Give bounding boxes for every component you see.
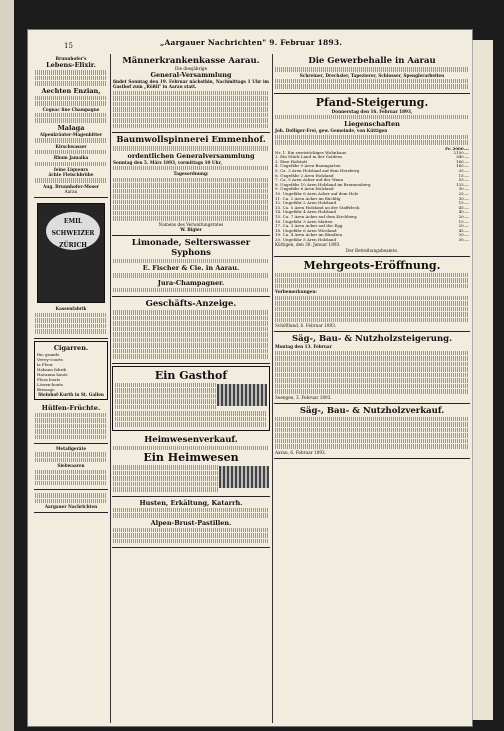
ad-pfand-date: Donnerstag den 16. Februar 1893, [331, 108, 413, 114]
ad-geschaeftsanzeige [112, 297, 270, 364]
pfand-item-value: 45.— [458, 204, 469, 210]
pfand-item-value: 40.— [458, 209, 469, 215]
pfand-item-label: 14. Ungefähr 4 Aren Holzland [275, 209, 337, 215]
ad-emmenhof-sign: Namens des Verwaltungsrates [158, 221, 224, 227]
ad-kasse-date: findet Sonntag den 19. Februar nächsthin, Nachmittags 1 Uhr im Gasthof zum „Rößli" in Aarau statt. [113, 79, 269, 90]
ad-limonade [112, 236, 270, 298]
cigar-list [37, 352, 105, 392]
gasthof-illustration [217, 384, 267, 406]
ad-kasse-sub: Die diesjährige [174, 66, 208, 71]
ad-jura-champagner: Jura-Champagner. [157, 278, 225, 287]
pfand-item-label: 11. Ca. 2 Aren Acker im Rüchlig [275, 195, 341, 201]
pfand-item-label: 19. Ca. 4 Aren Acker im Bündten [275, 232, 343, 238]
ad-emmenhof [112, 133, 270, 236]
pfand-item-label: 3. Eine Hofstatt [275, 158, 308, 164]
pfand-item-label: 16. Ungefähr 3 Aren Matten [275, 218, 333, 224]
cigar-name: Löwen-bouts [37, 381, 63, 387]
ad-merchant-place: Aarau [64, 189, 78, 195]
ad-pastillen-title: Alpen-Brust-Pastillen. [150, 518, 232, 527]
ad-pfand-sub: Liegenschaften [344, 120, 400, 129]
pfand-item-label: Nr. 1. Ein zweistöckiges Wohnhaus [275, 149, 347, 155]
ad-elixir [34, 54, 108, 198]
ad-saeg-steigerung-date: Montag den 13. Februar [275, 344, 332, 350]
cigar-name: Rio grande [37, 351, 60, 357]
ad-mehrgebots [274, 257, 470, 332]
cigar-name: Flora bouts [37, 376, 61, 382]
ad-bottom-col1 [34, 490, 108, 513]
pfand-item-value: 2150.— [453, 149, 469, 155]
pfand-item-value: 45.— [458, 227, 469, 233]
right-page-edge [472, 40, 493, 720]
ad-malaga-title: Malaga [57, 123, 85, 132]
ad-saeg-verkauf-place: Aarau, 6. Februar 1893. [275, 449, 327, 455]
ad-fleischbruehe-title: ächte Fleischbrühe [48, 172, 94, 178]
ad-kirschwasser-title: Kirschwasser [55, 143, 87, 149]
pfand-item-label: 9. Ungefähr 6 Aren Holzland [275, 186, 334, 192]
cigar-name: la Fleur [37, 361, 53, 367]
ad-pfand-sign: Der Betreibungsbeamte. [345, 247, 399, 253]
pfand-item-value: 15.— [458, 200, 469, 206]
pfand-item-value: 20.— [458, 213, 469, 219]
pfand-item-label: 13. Ca. 5 Aren Holzland an der Staffeleck [275, 204, 360, 210]
ad-enzian-title: Aechten Enzian, [41, 86, 101, 95]
safe-emblem: EMIL SCHWEIZER ZÜRICH [46, 212, 100, 250]
ad-saeg-steigerung-title: Säg-, Bau- & Nutzholzsteigerung. [291, 334, 453, 345]
pfand-item-value: 20.— [458, 223, 469, 229]
ad-merchant-name: Aug. Brunnhofer-Moser [43, 183, 99, 189]
ad-saeg-verkauf [274, 404, 470, 459]
pfand-item-label: 18. Ungefähr 6 Aren Wiesland [275, 227, 337, 233]
ad-metallgeraete [34, 444, 108, 490]
pfand-item-label: 17. Ca. 3 Aren Acker auf der Egg [275, 223, 343, 229]
ad-saeg-steigerung-place: Seengen, 3. Februar 1893. [275, 394, 332, 400]
ad-magenbitter-title: Alpenkräuter-Magenbitter [39, 131, 103, 137]
ad-emmenhof-date: Sonntag den 5. März 1893, vormittags 10 Uhr, [113, 159, 222, 165]
ad-emmenhof-title: Baumwollspinnerei Emmenhof. [116, 135, 266, 146]
ad-huelsen-title: Hülfen-Früchte. [41, 403, 101, 412]
pfand-item-label: 15. Ca. 7 Aren Acker auf dem Kirchberg [275, 213, 357, 219]
ad-bottom-text: Aargauer Nachrichten [44, 504, 98, 510]
ad-elixir-title: Lebens-Elixir. [46, 61, 96, 70]
ad-mehrgebots-title: Mehrgeots-Eröffnung. [303, 258, 441, 272]
column-3 [274, 54, 470, 723]
ad-kassenfabrik-title: Kassenfabrik [55, 306, 87, 312]
column-1 [34, 54, 108, 723]
pfand-item-label: 5. Ca. 3 Aren Holzland auf dem Herzberg [275, 167, 360, 173]
ad-rhum-title: Rhum Jamaika [53, 155, 89, 161]
ad-liqueurs-title: feine Liqueurs [53, 167, 88, 173]
pfand-item-value: 165.— [456, 163, 469, 169]
ad-kasse-title: Männerkrankenkasse Aarau. [122, 56, 260, 66]
pfand-item-label: 2. Ein Stück Land in der Goldern [275, 154, 342, 160]
ad-pfand-place: Küttigen, den 30. Januar 1893. [275, 242, 341, 248]
ad-heimwesenverkauf [112, 433, 270, 497]
pfand-item-value: 15.— [458, 172, 469, 178]
column-rule-1 [110, 54, 111, 723]
pfand-item-label: 4. Ungefähr 9 Aren Baumgarten [275, 163, 341, 169]
cigar-name: Habana fabrik [37, 366, 67, 372]
cigar-name: Vevey-courts [37, 356, 63, 362]
ad-geschaeft-title: Geschäfts-Anzeige. [145, 299, 237, 310]
ad-pfandsteigerung [274, 94, 470, 257]
ad-limonade-title: Limonade, Selterswasser Syphons [131, 237, 251, 258]
ad-metall-title: Metallgeräte [55, 446, 87, 452]
pfand-item-label: 10. Ungefähr 6 Aren Acker auf dem Holz [275, 190, 359, 196]
pfand-item-label: 20. Ungefähr 5 Aren Holzland [275, 236, 337, 242]
pfand-item-value: 30.— [458, 195, 469, 201]
ad-pfand-owner: Joh. Dolliger-Frei, gew. Gemeinde, von Küttigen [275, 128, 388, 134]
ad-husten-title: Husten, Erkältung, Katarrh. [139, 498, 243, 507]
ad-kasse-head: General-Versammlung [150, 71, 232, 80]
ad-maennerkrankenkasse [112, 54, 270, 133]
ad-sieb-title: Siebwaaren [57, 463, 85, 469]
ad-cigars-seller: Steinhof-Kurth in St. Gallen [38, 391, 104, 397]
pfand-item-value: 15.— [458, 218, 469, 224]
ad-elixir-brand: Brunnhofer's [55, 56, 87, 61]
ad-cigars-title: Cigarren. [53, 343, 89, 352]
column-2 [112, 54, 270, 723]
ad-gewerbehalle-sub: Schreiner, Drechsler, Tapezierer, Schlosser, Spenglerarbeiten [299, 72, 445, 78]
ad-heimwesenverkauf-title: Heimwesenverkauf. [144, 434, 238, 445]
ad-pfand-title: Pfand-Steigerung. [315, 95, 429, 109]
ad-mehrgebots-place: Schöftland, 6. Februar 1893. [275, 323, 337, 329]
pfand-item-list [275, 151, 469, 243]
heimwesen-illustration [219, 466, 269, 488]
pfand-item-value: 55.— [458, 177, 469, 183]
ad-emmenhof-signer: W. Bigier [180, 226, 202, 232]
pfand-item-value: 125.— [456, 181, 469, 187]
safe-illustration [37, 203, 105, 303]
ad-emmenhof-head: ordentlichen Generalversammlung [127, 151, 255, 160]
ad-mehrgebots-sub: Vorbemerkungen: [275, 289, 317, 295]
ad-kassenfabrik [34, 198, 108, 338]
pfand-item-value: 25.— [458, 190, 469, 196]
cigar-row [37, 387, 105, 392]
ad-limonade-firm: E. Fischer & Cie. in Aarau. [142, 264, 240, 273]
pfand-item-label: 8. Ungefähr 10 Aren Holzland im Brunnenberg [275, 181, 371, 187]
left-scan-edge [0, 0, 14, 731]
pfand-item-label: 12. Ungefähr 2 Aren Holzland [275, 200, 337, 206]
pfand-item-value: 30.— [458, 186, 469, 192]
ad-saeg-steigerung [274, 332, 470, 403]
ad-gasthof [112, 366, 270, 431]
ad-saeg-verkauf-title: Säg-, Bau- & Nutzholzverkauf. [299, 405, 445, 416]
pfand-item-label: 6. Ungefähr 2 Aren Holzland [275, 172, 334, 178]
ad-heimwesen-title: Ein Heimwesen [143, 451, 239, 465]
column-rule-2 [272, 54, 273, 723]
ad-gewerbehalle-title: Die Gewerbehalle in Aarau [308, 56, 436, 66]
page-number: 15 [64, 42, 73, 50]
ad-pfand-total: Fr. 2000.— [445, 145, 469, 151]
pfand-item-value: 35.— [458, 167, 469, 173]
pfand-item-label: 7. Ca. 5 Aren Acker auf der Wann [275, 177, 344, 183]
ad-cognac-title: Cognac fine Champagne [42, 106, 100, 112]
pfand-item-value: 20.— [458, 232, 469, 238]
cigar-name: Havanna bouts [37, 371, 68, 377]
ad-huelsenfruechte [34, 402, 108, 445]
ad-gasthof-title: Ein Gasthof [154, 368, 228, 382]
ad-husten [112, 497, 270, 549]
page-header: „Aargauer Nachrichten" 9. Februar 1893. [160, 38, 343, 47]
ad-emmenhof-agenda-title: Tagesordnung: [173, 171, 209, 177]
cigar-name: Brissago [37, 386, 55, 392]
pfand-item-value: 340.— [456, 154, 469, 160]
ad-cigars [34, 341, 108, 400]
pfand-item-value: 30.— [458, 236, 469, 242]
pfand-item-value: 160.— [456, 158, 469, 164]
ad-gewerbehalle [274, 54, 470, 94]
